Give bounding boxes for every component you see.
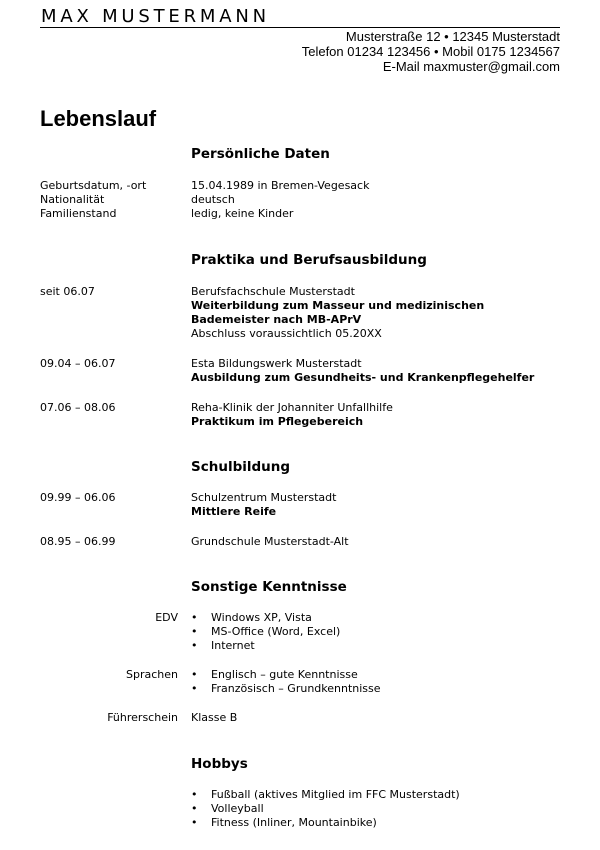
bullet-icon: •: [191, 625, 198, 638]
list-item-text: Windows XP, Vista: [211, 611, 312, 624]
training-institution: Reha-Klinik der Johanniter Unfallhilfe: [191, 401, 393, 414]
list-item: [191, 611, 312, 625]
bullet-icon: •: [191, 802, 198, 815]
list-item-text: Englisch – gute Kenntnisse: [211, 668, 358, 681]
bullet-icon: •: [191, 668, 198, 681]
bullet-icon: •: [191, 611, 198, 624]
contact-email: E-Mail maxmuster@gmail.com: [382, 59, 560, 74]
school-date: 08.95 – 06.99: [40, 535, 116, 548]
personal-label-birth: Geburtsdatum, -ort: [40, 179, 147, 192]
skills-label-edv: EDV: [155, 611, 178, 624]
list-item-text: Volleyball: [211, 802, 264, 815]
list-item: [191, 788, 460, 802]
list-item: [191, 816, 377, 830]
section-heading-school: Schulbildung: [191, 459, 291, 475]
personal-value-marital: ledig, keine Kinder: [191, 207, 294, 220]
school-date: 09.99 – 06.06: [40, 491, 116, 504]
training-title: Weiterbildung zum Masseur und medizinischen: [191, 299, 485, 312]
school-institution: Schulzentrum Musterstadt: [191, 491, 337, 504]
list-item-text: Fitness (Inliner, Mountainbike): [211, 816, 377, 829]
school-degree: Mittlere Reife: [191, 505, 277, 518]
document-title: Lebenslauf: [40, 106, 157, 131]
personal-value-birth: 15.04.1989 in Bremen-Vegesack: [191, 179, 370, 192]
list-item-text: Internet: [211, 639, 255, 652]
training-institution: Berufsfachschule Musterstadt: [191, 285, 355, 298]
training-title-continued: Bademeister nach MB-APrV: [191, 313, 362, 326]
list-item: [191, 682, 381, 696]
training-date: seit 06.07: [40, 285, 95, 298]
list-item: [191, 625, 340, 639]
list-item-text: Französisch – Grundkenntnisse: [211, 682, 381, 695]
school-institution: Grundschule Musterstadt-Alt: [191, 535, 349, 548]
contact-block: [302, 29, 560, 74]
applicant-name: MAX MUSTERMANN: [41, 6, 270, 27]
contact-address: Musterstraße 12 • 12345 Musterstadt: [345, 29, 560, 44]
skills-value-license: Klasse B: [191, 711, 238, 724]
training-institution: Esta Bildungswerk Musterstadt: [191, 357, 362, 370]
section-heading-training: Praktika und Berufsausbildung: [191, 252, 427, 268]
list-item: [191, 668, 358, 682]
skills-label-license: Führerschein: [107, 711, 178, 724]
personal-value-nationality: deutsch: [191, 193, 235, 206]
skills-label-languages: Sprachen: [126, 668, 178, 681]
section-heading-personal: Persönliche Daten: [191, 146, 330, 162]
personal-label-marital: Familienstand: [40, 207, 117, 220]
header-divider: [40, 27, 560, 28]
section-heading-skills: Sonstige Kenntnisse: [191, 579, 347, 595]
bullet-icon: •: [191, 639, 198, 652]
training-date: 09.04 – 06.07: [40, 357, 116, 370]
training-title: Praktikum im Pflegebereich: [191, 415, 364, 428]
list-item-text: MS-Office (Word, Excel): [211, 625, 341, 638]
bullet-icon: •: [191, 788, 198, 801]
bullet-icon: •: [191, 682, 198, 695]
list-item: [191, 639, 255, 653]
training-note: Abschluss voraussichtlich 05.20XX: [191, 327, 382, 340]
personal-label-nationality: Nationalität: [40, 193, 105, 206]
section-heading-hobbies: Hobbys: [191, 756, 248, 772]
training-title: Ausbildung zum Gesundheits- und Krankenpflegehelfer: [191, 371, 535, 384]
training-date: 07.06 – 08.06: [40, 401, 116, 414]
list-item: [191, 802, 264, 816]
bullet-icon: •: [191, 816, 198, 829]
list-item-text: Fußball (aktives Mitglied im FFC Musterstadt): [211, 788, 460, 801]
contact-phone: Telefon 01234 123456 • Mobil 0175 1234567: [301, 44, 560, 59]
